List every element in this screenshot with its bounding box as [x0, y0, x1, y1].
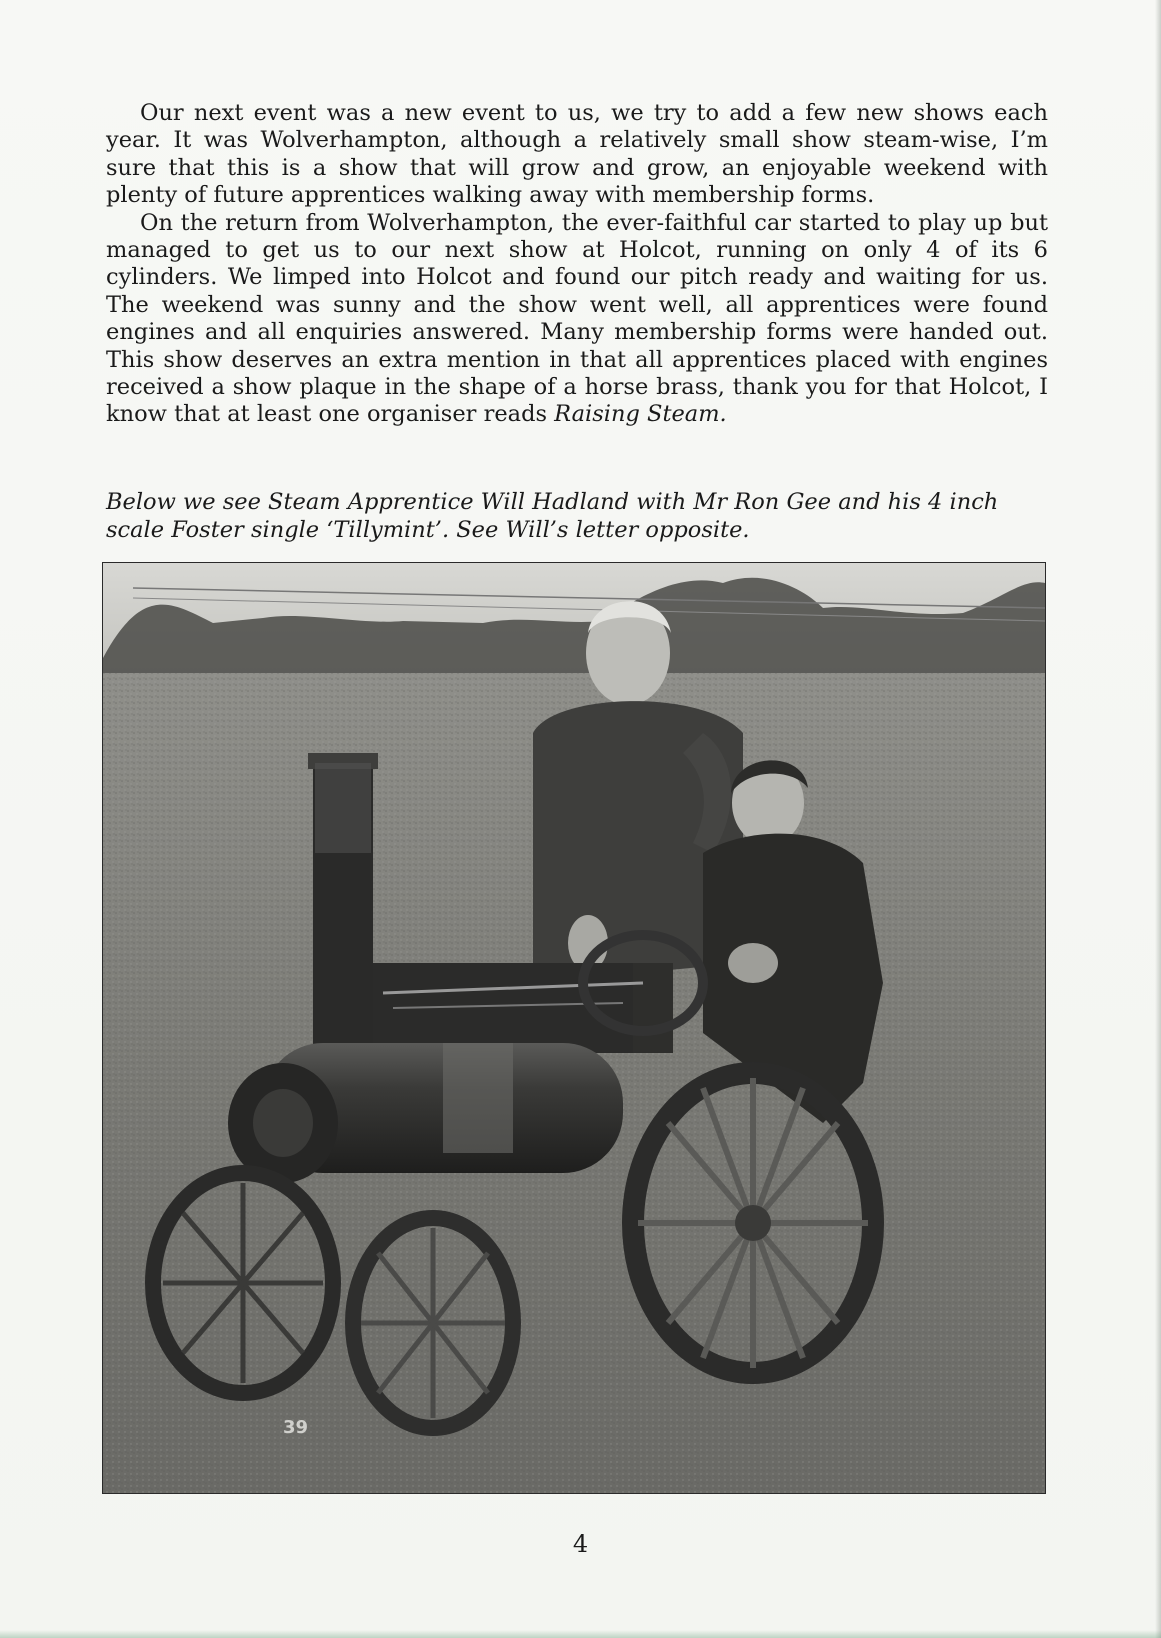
rear-wheel: [633, 1073, 873, 1373]
photo-caption: Below we see Steam Apprentice Will Hadland with Mr Ron Gee and his 4 inch scale Foster single ‘Tillymint’. See Will’s letter opposite.: [106, 489, 999, 543]
page-number: 4: [572, 1530, 589, 1558]
photo-traction-engine: [102, 562, 1046, 1494]
page-edge: [1155, 0, 1161, 1638]
paragraph-wolverhampton: Our next event was a new event to us, we try to add a few new shows each year. It was Wolverhampton, although a relatively small show steam-wise, I’m sure that this is a show that will grow and grow, an enjoyable weekend with plenty of future apprentices walking away with membership forms.: [106, 100, 1048, 209]
magazine-title: Raising Steam.: [554, 401, 727, 428]
front-wheel-right: [353, 1218, 513, 1428]
page-edge-bottom: [0, 1630, 1161, 1638]
paragraph-holcot: [106, 210, 1048, 429]
engine-number: 39: [283, 1417, 309, 1438]
front-wheel-left: [153, 1173, 333, 1393]
article-body: [106, 100, 1048, 429]
paragraph-holcot-text: On the return from Wolverhampton, the ever-faithful car started to play up but managed to get us to our next show at Holcot, running on only 4 of its 6 cylinders. We limped into Holcot and found our pitch ready and waiting for us. The weekend was sunny and the show went well, all apprentices were found engines and all enquiries answered. Many membership forms were handed out. This show deserves an extra mention in that all apprentices placed with engines received a show plaque in the shape of a horse brass, thank you for that Holcot, I know that at least one organiser reads: [106, 209, 1048, 428]
